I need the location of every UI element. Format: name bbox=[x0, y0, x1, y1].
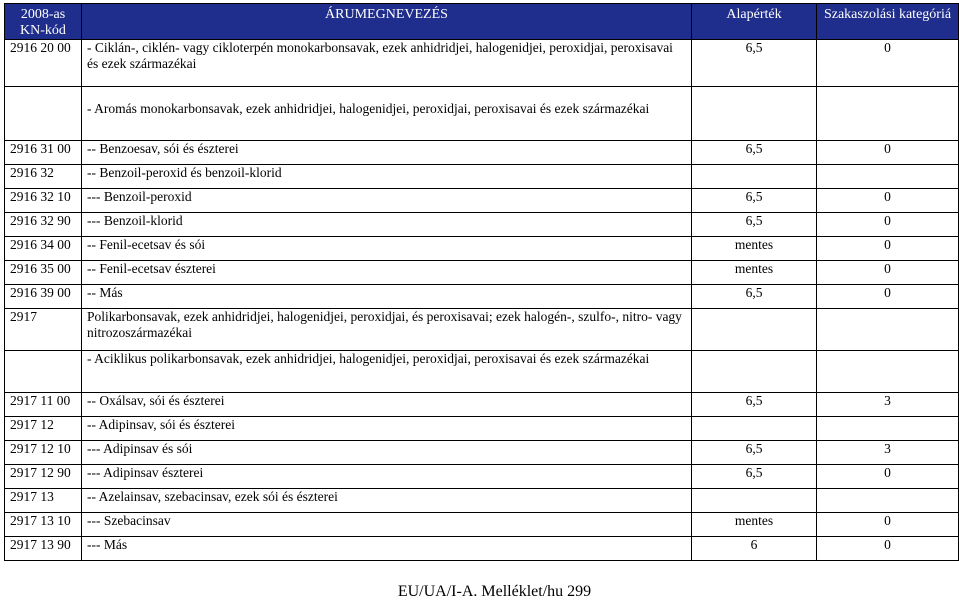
row-description: -- Benzoesav, sói és észterei bbox=[82, 141, 692, 165]
row-description: --- Benzoil-klorid bbox=[82, 213, 692, 237]
row-description: -- Oxálsav, sói és észterei bbox=[82, 393, 692, 417]
page-footer: EU/UA/I-A. Melléklet/hu 299 bbox=[397, 583, 592, 600]
row-code: 2917 12 10 bbox=[5, 441, 82, 465]
row-code: 2916 34 00 bbox=[5, 237, 82, 261]
table-row bbox=[5, 261, 959, 285]
row-rate: mentes bbox=[692, 261, 817, 285]
header-code-line1: 2008-as bbox=[20, 7, 66, 22]
table-row bbox=[5, 513, 959, 537]
row-description: -- Fenil-ecetsav észterei bbox=[82, 261, 692, 285]
row-code: 2917 13 bbox=[5, 489, 82, 513]
row-description: --- Benzoil-peroxid bbox=[82, 189, 692, 213]
table-row bbox=[5, 189, 959, 213]
row-category bbox=[817, 309, 959, 351]
row-category: 3 bbox=[817, 393, 959, 417]
row-rate bbox=[692, 489, 817, 513]
row-code: 2917 13 10 bbox=[5, 513, 82, 537]
row-rate: 6,5 bbox=[692, 285, 817, 309]
row-rate: 6,5 bbox=[692, 40, 817, 87]
row-code bbox=[5, 351, 82, 393]
header-code bbox=[5, 4, 82, 40]
row-code: 2916 32 90 bbox=[5, 213, 82, 237]
row-category: 0 bbox=[817, 141, 959, 165]
row-description: --- Szebacinsav bbox=[82, 513, 692, 537]
row-rate: 6,5 bbox=[692, 465, 817, 489]
header-category: Szakaszolási kategóriá bbox=[817, 4, 959, 40]
row-category: 0 bbox=[817, 237, 959, 261]
row-description: -- Benzoil-peroxid és benzoil-klorid bbox=[82, 165, 692, 189]
row-category: 3 bbox=[817, 441, 959, 465]
row-rate: 6,5 bbox=[692, 393, 817, 417]
row-rate bbox=[692, 309, 817, 351]
header-description: ÁRUMEGNEVEZÉS bbox=[82, 4, 692, 40]
row-description: -- Adipinsav, sói és észterei bbox=[82, 417, 692, 441]
row-category: 0 bbox=[817, 40, 959, 87]
row-category: 0 bbox=[817, 189, 959, 213]
row-description: - Ciklán-, ciklén- vagy cikloterpén monokarbonsavak, ezek anhidridjei, halogenidjei, peroxidjai, peroxisavai és ezek származékai bbox=[82, 40, 692, 87]
row-rate: mentes bbox=[692, 513, 817, 537]
row-code: 2917 bbox=[5, 309, 82, 351]
row-category: 0 bbox=[817, 513, 959, 537]
row-category bbox=[817, 351, 959, 393]
row-code: 2916 35 00 bbox=[5, 261, 82, 285]
table-row bbox=[5, 465, 959, 489]
row-code: 2916 31 00 bbox=[5, 141, 82, 165]
row-code: 2917 13 90 bbox=[5, 537, 82, 561]
header-code-line2: KN-kód bbox=[20, 23, 66, 38]
row-code: 2917 12 90 bbox=[5, 465, 82, 489]
row-rate: 6,5 bbox=[692, 441, 817, 465]
row-rate: 6 bbox=[692, 537, 817, 561]
table-row bbox=[5, 87, 959, 141]
row-code: 2916 20 00 bbox=[5, 40, 82, 87]
table-row bbox=[5, 489, 959, 513]
table-row bbox=[5, 393, 959, 417]
row-category bbox=[817, 489, 959, 513]
table-row bbox=[5, 351, 959, 393]
row-code: 2916 32 10 bbox=[5, 189, 82, 213]
row-description: --- Adipinsav és sói bbox=[82, 441, 692, 465]
table-row bbox=[5, 141, 959, 165]
row-category bbox=[817, 417, 959, 441]
row-description: Polikarbonsavak, ezek anhidridjei, halogenidjei, peroxidjai, és peroxisavai; ezek halogén-, szulfo-, nitro- vagy nitrozoszármazékai bbox=[82, 309, 692, 351]
row-rate: 6,5 bbox=[692, 141, 817, 165]
row-description: --- Más bbox=[82, 537, 692, 561]
row-category: 0 bbox=[817, 213, 959, 237]
row-description: -- Más bbox=[82, 285, 692, 309]
header-rate: Alapérték bbox=[692, 4, 817, 40]
row-rate bbox=[692, 165, 817, 189]
tariff-table bbox=[4, 3, 959, 561]
row-code: 2917 11 00 bbox=[5, 393, 82, 417]
row-code: 2916 39 00 bbox=[5, 285, 82, 309]
row-description: --- Adipinsav észterei bbox=[82, 465, 692, 489]
table-row bbox=[5, 417, 959, 441]
row-code: 2917 12 bbox=[5, 417, 82, 441]
table-row bbox=[5, 309, 959, 351]
row-category: 0 bbox=[817, 537, 959, 561]
row-rate: 6,5 bbox=[692, 213, 817, 237]
row-rate: 6,5 bbox=[692, 189, 817, 213]
table-row bbox=[5, 165, 959, 189]
table-row bbox=[5, 213, 959, 237]
row-rate: mentes bbox=[692, 237, 817, 261]
row-rate bbox=[692, 351, 817, 393]
row-category: 0 bbox=[817, 465, 959, 489]
row-description: - Aciklikus polikarbonsavak, ezek anhidridjei, halogenidjei, peroxidjai, peroxisavai és ezek származékai bbox=[82, 351, 692, 393]
row-rate bbox=[692, 417, 817, 441]
row-category bbox=[817, 165, 959, 189]
row-description: -- Fenil-ecetsav és sói bbox=[82, 237, 692, 261]
row-rate bbox=[692, 87, 817, 141]
row-code bbox=[5, 87, 82, 141]
table-row bbox=[5, 40, 959, 87]
table-row bbox=[5, 537, 959, 561]
table-header-row bbox=[5, 4, 959, 40]
table-row bbox=[5, 237, 959, 261]
row-description: -- Azelainsav, szebacinsav, ezek sói és észterei bbox=[82, 489, 692, 513]
row-description: - Aromás monokarbonsavak, ezek anhidridjei, halogenidjei, peroxidjai, peroxisavai és ezek származékai bbox=[82, 87, 692, 141]
row-category: 0 bbox=[817, 285, 959, 309]
row-category bbox=[817, 87, 959, 141]
table-row bbox=[5, 285, 959, 309]
table-row bbox=[5, 441, 959, 465]
row-category: 0 bbox=[817, 261, 959, 285]
row-code: 2916 32 bbox=[5, 165, 82, 189]
